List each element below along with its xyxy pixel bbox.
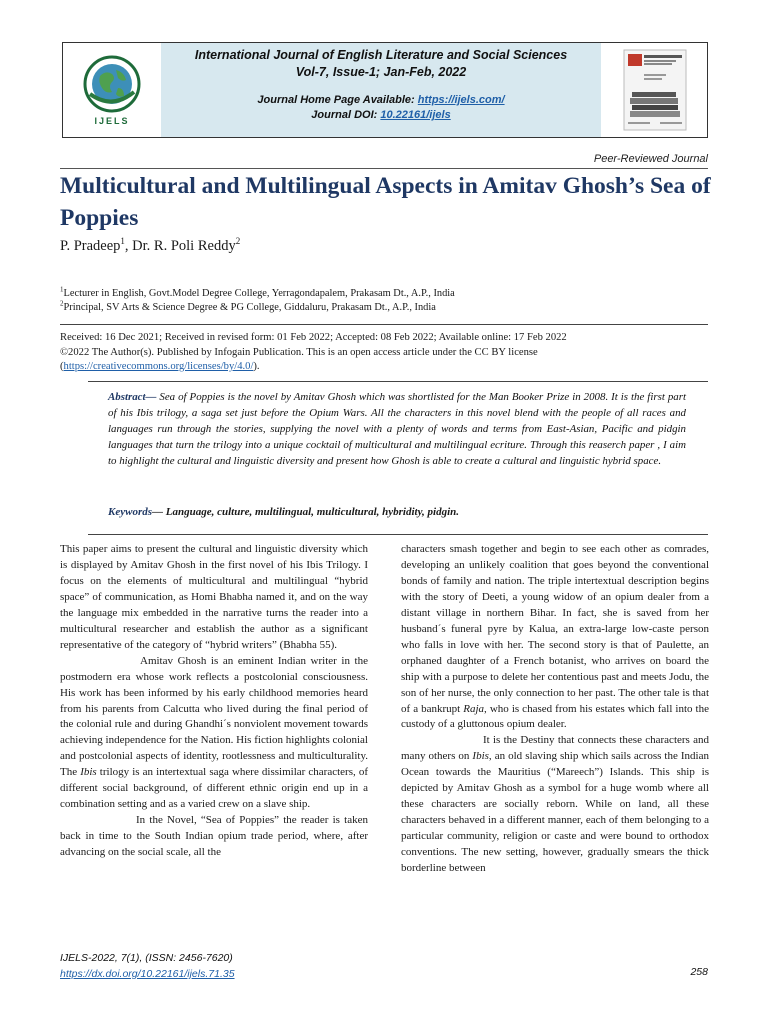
body-text: trilogy is an intertextual saga where dissimilar characters, of different social background, of different ethnic origin end up in a combination setting and as a varied crew on a slave ship.: [60, 766, 368, 811]
italic-term: Ibis: [80, 766, 97, 779]
affiliation-1-text: Lecturer in English, Govt.Model Degree College, Yerragondapalem, Prakasam Dt., A.P., India: [63, 288, 455, 299]
keywords: [108, 506, 686, 518]
affiliation-1: [60, 287, 455, 301]
journal-doi-line: [161, 108, 601, 123]
meta-divider: [60, 324, 708, 325]
affiliation-2-text: Principal, SV Arts & Science Degree & PG College, Giddaluru, Prakasam Dt., A.P., India: [63, 302, 436, 313]
footer-doi-link[interactable]: https://dx.doi.org/10.22161/ijels.71.35: [60, 968, 235, 980]
peer-divider: [60, 168, 708, 169]
journal-home-link[interactable]: https://ijels.com/: [417, 94, 505, 106]
keywords-text: — Language, culture, multilingual, multicultural, hybridity, pidgin.: [152, 506, 460, 518]
footer-citation: IJELS-2022, 7(1), (ISSN: 2456-7620): [60, 952, 233, 964]
journal-doi-link[interactable]: 10.22161/ijels: [380, 109, 451, 121]
keywords-label: Keywords: [108, 506, 152, 518]
affiliations: [60, 287, 455, 315]
body-column-left: [60, 542, 368, 861]
body-text: , an old slaving ship which sails across the Indian Ocean towards the Mauritius (“Mareech”) Islands. This ship is depicted by Amitav Ghosh as a symbol for a huge womb where all these characters are socially reborn. While on land, all these characters behaved in a different manner, each of them belonging to a particular community, religion or caste and were bound to orthodox conventions. The new setting, however, gradually smears the thick borderline between: [401, 750, 709, 875]
journal-info-band: [161, 43, 601, 137]
body-paragraph: [401, 542, 709, 733]
globe-logo-icon: [82, 54, 142, 114]
italic-term: Ibis: [472, 750, 489, 763]
journal-header: [62, 42, 708, 138]
affiliation-2: [60, 301, 455, 315]
affiliation-1-sup: 1: [60, 285, 64, 294]
journal-title: International Journal of English Literature and Social Sciences: [194, 48, 568, 62]
body-paragraph: [401, 733, 709, 877]
logo-text: IJELS: [94, 116, 130, 126]
license-close: ).: [253, 361, 260, 372]
author-1-sup: 1: [120, 236, 125, 247]
journal-cover-thumbnail: [603, 43, 707, 137]
author-2-sup: 2: [235, 236, 241, 247]
italic-term: Raja: [463, 702, 485, 715]
copyright-line: ©2022 The Author(s). Published by Infogain Publication. This is an open access article under the CC BY license: [60, 346, 538, 358]
body-paragraph: In the Novel, “Sea of Poppies” the reader is taken back in time to the South Indian opium trade period, where, after advancing on the social scale, all the: [60, 814, 368, 859]
license-line: [60, 360, 710, 375]
author-line: [60, 238, 240, 255]
journal-doi-label: Journal DOI:: [311, 109, 381, 121]
received-dates: Received: 16 Dec 2021; Received in revised form: 01 Feb 2022; Accepted: 08 Feb 2022; Available online: 17 Feb 2022: [60, 332, 567, 343]
body-column-right: [401, 542, 709, 877]
body-text: It is the Destiny that connects these characters and many others on: [401, 734, 709, 763]
body-paragraph: [60, 654, 368, 814]
body-text: Amitav Ghosh is an eminent Indian writer in the postmodern era whose work reflects a postcolonial consciousness. His work has been informed by his early childhood memories heard from his parents from Calcutta who lived during the final period of the colonial rule and during Ghandhi´s nonviolent movement towards achieving independence for the Nation. His fiction highlights colonial and postcolonial aspects of identity, rootlessness and multiculturality. The: [60, 654, 368, 779]
journal-home-label: Journal Home Page Available:: [257, 94, 418, 106]
author-2: Dr. R. Poli Reddy: [132, 238, 236, 254]
body-text: , who is chased from his estates which fall into the custody of a gluttonous opium dealer.: [401, 702, 709, 731]
peer-reviewed-label: Peer-Reviewed Journal: [593, 153, 708, 165]
page-number: 258: [690, 966, 708, 978]
abstract: [108, 389, 686, 469]
journal-logo: [63, 43, 161, 137]
body-paragraph: This paper aims to present the cultural and linguistic diversity which is displayed by Amitav Ghosh in the first novel of his Ibis Trilogy. I focus on the elements of multicultural and multilingual “hybrid space” of communication, as Homi Bhabha named it, and on the way the language mix embedded in the narrative turns the reader into a multicultural researcher and establish the author as a significant representative of the category of “hybrid writers” (Bhabha 55).: [60, 543, 368, 651]
abstract-label: Abstract—: [108, 391, 157, 403]
journal-volume: Vol-7, Issue-1; Jan-Feb, 2022: [295, 65, 467, 79]
affiliation-2-sup: 2: [60, 299, 64, 308]
journal-home-line: [161, 92, 601, 108]
publication-info: [60, 331, 710, 375]
article-title: Multicultural and Multilingual Aspects in Amitav Ghosh’s Sea of Poppies: [60, 173, 711, 231]
journal-cover-icon: [620, 48, 690, 132]
body-text: characters smash together and begin to see each other as comrades, developing an unlikely coalition that goes beyond the conventional bonds of family and nation. The triple intertextual description begins with the story of Deeti, a young widow of an opium dealer from a distant village in northern Bihar. In fact, she is saved from her husband´s funeral pyre by Kalua, an extra-large low-caste person who falls in love with her. The second story is that of Paulette, an orphaned daughter of a French botanist, who arrives on board the ship with a purpose to delete her contentious past and meets Jodu, the son of her nurse, the only connection to her past. The other tale is that of a bankrupt: [401, 543, 709, 715]
abstract-section: [88, 381, 708, 535]
author-1: P. Pradeep: [60, 238, 121, 254]
license-open: (: [60, 361, 64, 372]
author-separator: ,: [124, 238, 133, 254]
page-footer: [60, 950, 235, 982]
abstract-text: Sea of Poppies is the novel by Amitav Ghosh which was shortlisted for the Man Booker Prize in 2008. It is the first part of his Ibis trilogy, a saga set just before the Opium Wars. All the characters in this novel blend with the people of all races and languages run through the stories, supplying the novel with a plenty of words and terms from East-Asian, Pacific and pidgin languages that turn the trilogy into a unique cocktail of multicultural and multilingual ecriture. Through this reaserch paper , I aim to highlight the cultural and linguistic diversity and present how Ghosh is able to create a cultural and linguistic hybrid space.: [108, 391, 686, 467]
license-link[interactable]: https://creativecommons.org/licenses/by/4.0/: [63, 361, 254, 372]
